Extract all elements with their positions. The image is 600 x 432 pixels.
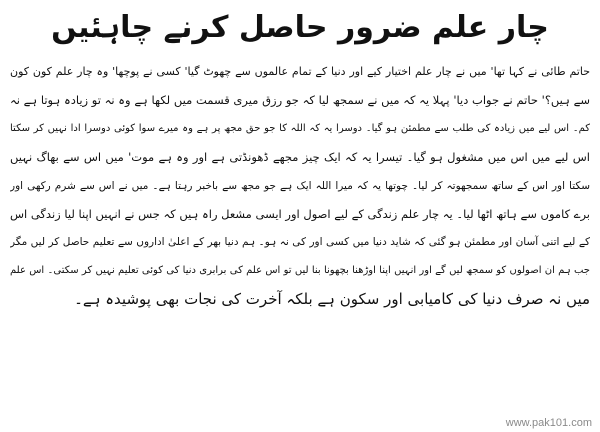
article-line-1: حاتم طائی نے کہا تھا' میں نے چار علم اختیار کیے اور دنیا کے تمام عالموں سے چھوٹ گیا' کسی نے پوچھا' وہ چار علم کون کون bbox=[10, 65, 590, 78]
site-watermark: www.pak101.com bbox=[505, 417, 592, 429]
article-title: چار علم ضرور حاصل کرنے چاہئیں bbox=[51, 10, 549, 45]
article-body bbox=[10, 58, 590, 314]
article-line-3: کم۔ اس لیے میں زیادہ کی طلب سے مطمئن ہو گیا۔ دوسرا یہ کہ اللہ کا جو حق مجھ پر ہے وہ میرے سوا کوئی دوسرا ادا نہیں کر سکتا bbox=[10, 122, 590, 134]
article-line-9: میں نہ صرف دنیا کی کامیابی اور سکون ہے بلکہ آخرت کی نجات بھی پوشیدہ ہے۔ bbox=[74, 290, 590, 309]
article-line-2: سے ہیں؟' حاتم نے جواب دیا' پہلا یہ کہ میں نے سمجھ لیا کہ جو رزق میری قسمت میں لکھا ہے وہ نہ تو زیادہ ہوتا ہے نہ bbox=[10, 93, 590, 108]
article-line-4: اس لیے میں اس میں مشغول ہو گیا۔ تیسرا یہ کہ ایک چیز مجھے ڈھونڈتی ہے اور وہ ہے موت' میں اس سے بھاگ نہیں bbox=[10, 150, 590, 165]
article-line-8: جب ہم ان اصولوں کو سمجھ لیں گے اور انہیں اپنا اوڑھنا بچھونا بنا لیں تو اس علم کی برابری دنیا کی کوئی تعلیم نہیں کر سکتی۔ اس علم bbox=[10, 264, 590, 276]
article-line-7: کے لیے اتنی آسان اور مطمئن ہو گئی کہ شاید دنیا میں کسی اور کی نہ ہو۔ ہم دنیا بھر کے اعلیٰ اداروں سے تعلیم حاصل کر لیں مگر bbox=[10, 236, 590, 249]
article-line-6: برے کاموں سے ہاتھ اٹھا لیا۔ یہ چار علم زندگی کے لیے اصول اور ایسی مشعل راہ ہیں کہ جس نے انہیں اپنا لیا زندگی اس bbox=[10, 206, 590, 221]
article-line-5: سکتا اور اس کے ساتھ سمجھوتہ کر لیا۔ چوتھا یہ کہ میرا اللہ ایک ہے جو مجھ سے باخبر رہتا ہے۔ میں نے اس سے شرم رکھی اور bbox=[10, 179, 590, 192]
